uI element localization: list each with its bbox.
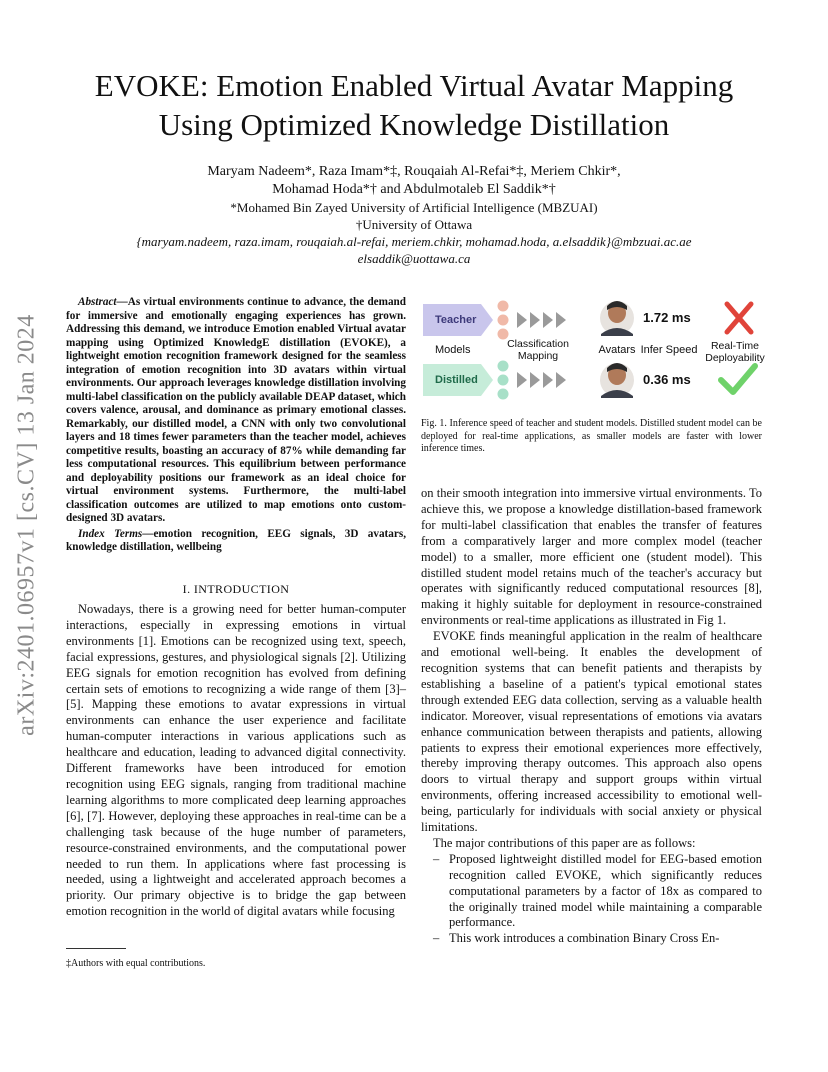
infer-speed-label: Infer Speed	[640, 344, 698, 356]
dot	[498, 361, 509, 372]
affiliation-1: *Mohamed Bin Zayed University of Artificial Intelligence (MBZUAI)	[230, 200, 598, 215]
index-terms-text: —emotion recognition, EEG signals, 3D avatars, knowledge distillation, wellbeing	[66, 527, 406, 553]
abstract	[66, 296, 406, 555]
avatar-teacher	[600, 301, 634, 336]
contribution-1: Proposed lightweight distilled model for EEG-based emotion recognition called EVOKE, which significantly reduces computational parameters by a factor of 18x as compared to the originally trained model while maintaining a comparable performance.	[449, 851, 762, 930]
footnote-rule	[66, 948, 126, 949]
contribution-item: – Proposed lightweight distilled model for EEG-based emotion recognition called EVOKE, which significantly reduces computational parameters by a factor of 18x as compared to the originally trained model while maintaining a comparable performance.	[433, 851, 762, 930]
paper-title	[40, 66, 788, 144]
cross-icon	[727, 304, 751, 332]
contribution-item: – This work introduces a combination Binary Cross En-	[433, 931, 720, 946]
figure-1	[421, 288, 766, 406]
avatar-distilled	[600, 363, 634, 398]
right-paragraph-2: EVOKE finds meaningful application in the realm of healthcare and emotional well-being. It enables the development of recognition systems that can benefit patients and therapists by establishing a baseline of a patient's typical emotional states through extended EEG data collection, serving as a valuable health indicator. Moreover, visual representations of emotions via avatars enhance communication between therapists and patients, allowing patients to express their emotional experiences more effectively, thereby improving therapy outcomes. This approach also opens doors to virtual therapy and support groups within virtual environments, offering increased accessibility to emotional well-being, particularly for individuals with social anxiety or physical limitations.	[421, 629, 762, 835]
title-line-2: Using Optimized Knowledge Distillation	[158, 107, 670, 142]
distilled-speed: 0.36 ms	[643, 372, 691, 387]
realtime-label: Real-Time Deployability	[705, 340, 765, 364]
arxiv-stamp	[12, 290, 42, 760]
section-heading-introduction: I. INTRODUCTION	[182, 582, 290, 596]
title-line-1: EVOKE: Emotion Enabled Virtual Avatar Mapping	[94, 68, 734, 103]
right-paragraph-1: on their smooth integration into immersive virtual environments. To achieve this, we propose a knowledge distillation-based framework for multi-label classification that enables the transfer of features from a comparatively larger and more complex model (teacher model) to a smaller, more efficient one (student model). This distilled student model retains much of the teacher's accuracy but operates with significantly reduced computational resources [8], making it highly suitable for deployment in resource-constrained environments or real-time applications as illustrated in Fig 1.	[421, 486, 762, 628]
dot	[498, 315, 509, 326]
authors-line-2: Mohamad Hoda*† and Abdulmotaleb El Saddik*†	[272, 182, 556, 197]
models-label: Models	[435, 344, 471, 356]
affiliation-2: †University of Ottawa	[355, 217, 473, 232]
intro-left-column	[66, 602, 406, 920]
index-terms-lead: Index Terms	[78, 527, 143, 540]
intro-right-column	[421, 486, 762, 947]
contribution-2: This work introduces a combination Binary Cross En-	[449, 931, 720, 946]
footnote: ‡Authors with equal contributions.	[66, 958, 206, 969]
emails-line-2: elsaddik@uottawa.ca	[357, 251, 471, 266]
avatars-label: Avatars	[598, 344, 636, 356]
distilled-label: Distilled	[435, 374, 478, 386]
arrows-top	[517, 312, 566, 328]
emails-line-1: {maryam.nadeem, raza.imam, rouqaiah.al-refai, meriem.chkir, mohamad.hoda, a.elsaddik}@mbzuai.ac.ae	[136, 234, 692, 249]
arrows-bottom	[517, 372, 566, 388]
intro-paragraph-1: Nowadays, there is a growing need for better human-computer interactions, especially in expressing emotions in virtual environments [1]. Emotions can be recognized using text, speech, facial expressions, gestures, and physiological signals [2]. Utilizing EEG signals for emotion recognition has evolved from defining certain sets of emotions to recognizing a wide range of them [3]–[5]. Mapping these emotions to avatar expressions in virtual environments can enhance the user experience and facilitate human-computer interactions in various applications such as healthcare and education, leading to advanced digital connectivity. Different frameworks have been introduced for emotion recognition using EEG signals, ranging from traditional machine learning algorithms to more complicated deep learning approaches [6], [7]. However, deploying these approaches in real-time can be a challenging task because of the huge number of parameters, resource-constrained environments, and the computational power needed to run them. In applications where fast processing is needed, using a lightweight and accelerated approach becomes a priority. Our primary objective is to bridge the gap between emotion recognition in the world of digital avatars while focusing	[66, 602, 406, 919]
right-paragraph-3: The major contributions of this paper are as follows:	[433, 835, 696, 850]
teacher-label: Teacher	[435, 314, 477, 326]
abstract-text: —As virtual environments continue to advance, the demand for immersive and emotionally engaging experiences has grown. Addressing this demand, we introduce Emotion enabled Virtual avatar mapping using Optimized KnowledgE distillation (EVOKE), a lightweight emotion recognition framework designed for the seamless integration of emotion recognition into 3D avatars within virtual environments. Our approach leverages knowledge distillation involving multi-label classification on the publicly available DEAP dataset, which covers valence, arousal, and dominance as primary emotional classes. Remarkably, our distilled model, a CNN with only two convolutional layers and 18 times fewer parameters than the teacher model, achieves competitive results, boasting an accuracy of 87% while demanding far less computational resources. This equilibrium between performance and deployability positions our framework as an ideal choice for virtual environment systems. Furthermore, the multi-label classification outcomes are utilized to map emotions onto custom-designed 3D avatars.	[66, 296, 406, 524]
contributions-list	[421, 852, 762, 947]
figure-1-caption: Fig. 1. Inference speed of teacher and student models. Distilled student model can be deployed for real-time applications, as smaller models are faster with lower inference times.	[421, 418, 762, 454]
dot	[498, 375, 509, 386]
dot	[498, 389, 509, 400]
classification-label: Classification Mapping	[507, 338, 569, 362]
check-icon	[721, 366, 755, 392]
arxiv-id: arXiv:2401.06957v1 [cs.CV] 13 Jan 2024	[13, 314, 40, 736]
teacher-speed: 1.72 ms	[643, 310, 691, 325]
dot	[498, 301, 509, 312]
abstract-lead: Abstract	[78, 296, 117, 308]
authors-line-1: Maryam Nadeem*, Raza Imam*‡, Rouqaiah Al-Refai*‡, Meriem Chkir*,	[207, 164, 621, 179]
